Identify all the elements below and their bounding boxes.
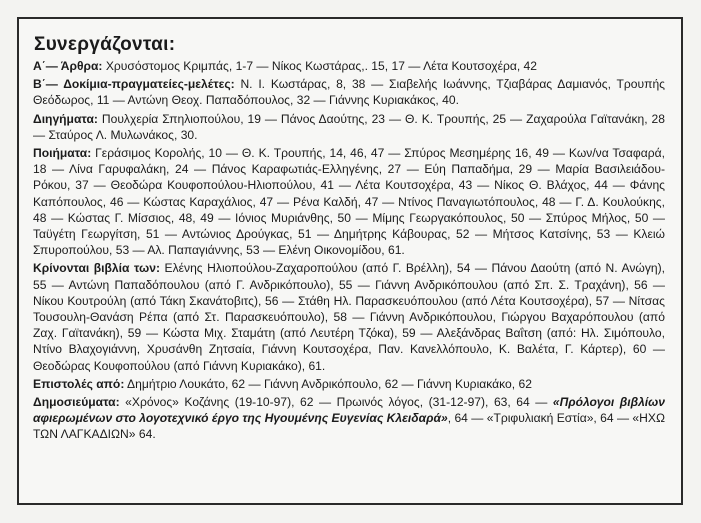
section-stories [33, 111, 665, 143]
section-text: Γεράσιμος Κορολής, 10 — Θ. Κ. Τρουπής, 14, 46, 47 — Σπύρος Μεσημέρης 16, 49 — Κων/να Τσαφαρά, 18 — Λίνα Γαρυφαλάκη, 24 — Πάνος Καραφωτιάς-Ελληγένης, 27 — Εύη Παπαδήμα, 29 — Μαρία Βασιλειάδου-Ρόκου, 37 — Θεοδώρα Κουφοπούλου-Ηλιοπούλου, 41 — Λέτα Κουτσοχέρα, 43 — Νίκος Θ. Βλάχος, 44 — Φάνης Καπόπουλος, 46 — Κώστας Καραχάλιος, 47 — Ρένα Καλδή, 47 — Ντίνος Παναγιωτόπουλος, 48 — Γ. Δ. Κουλούκης, 48 — Κώστας Γ. Μίσσιος, 48, 49 — Ιόνιος Μυριάνθης, 50 — Μίμης Γεωργακόπουλος, 50 — Σπύρος Μήλος, 50 — Ταϋγέτη Γεωργίτση, 51 — Αντώνιος Δρούγκας, 51 — Δημήτρης Κάβουρας, 52 — Μήτσος Κατσίνης, 53 — Κλειώ Σπυροπούλου, 53 — Αλ. Παπαγιάννης, 53 — Ελένη Οικονομίδου, 61. [33, 146, 665, 258]
contributors-list [33, 58, 665, 445]
section-text: Δημήτριο Λουκάτο, 62 — Γιάννη Ανδρικόπουλο, 62 — Γιάννη Κυριακάκο, 62 [124, 376, 532, 391]
section-heading: Δημοσιεύματα: [33, 395, 120, 410]
section-text: Πουλχερία Σπηλιοπούλου, 19 — Πάνος Δαούτης, 23 — Θ. Κ. Τρουπής, 25 — Ζαχαρούλα Γαϊτανάκη, 28 — Σταύρος Λ. Μυλωνάκος, 30. [33, 111, 665, 142]
emphasized-title: «Πρόλογοι βιβλίων αφιερωμένων στο λογοτεχνικό έργο της Ηγουμένης Ευγενίας Κλειδαρά» [33, 395, 665, 426]
section-publications [33, 394, 665, 443]
section-reviews [33, 260, 665, 373]
section-text: Ν. Ι. Κωστάρας, 8, 38 — Σιαβελής Ιωάννης, Τζιαβάρας Δαμιανός, Τρουπής Θεόδωρος, 11 — Αντώνη Θεοχ. Παπαδόπουλος, 32 — Γιάννης Κυριακάκος, 40. [33, 77, 665, 108]
section-heading: Ποιήματα: [33, 146, 92, 161]
section-text: , 64 — «Τριφυλιακή Εστία», 64 — «ΗΧΩ ΤΩΝ ΛΑΓΚΑΔΙΩΝ» 64. [33, 411, 665, 442]
section-text: Χρυσόστομος Κριμπάς, 1-7 — Νίκος Κωστάρας,. 15, 17 — Λέτα Κουτσοχέρα, 42 [102, 59, 538, 73]
contributors-title: Συνεργάζονται: [34, 34, 176, 55]
section-heading: Β΄— Δοκίμια-πραγματείες-μελέτες: [33, 77, 235, 92]
section-heading: Α΄— Άρθρα: [33, 59, 103, 73]
section-heading: Κρίνονται βιβλία των: [33, 261, 160, 276]
section-letters [33, 376, 665, 392]
section-text: «Χρόνος» Κοζάνης (19-10-97), 62 — Πρωινός λόγος, (31-12-97), 63, 64 — [119, 395, 553, 410]
section-heading: Επιστολές από: [33, 376, 125, 391]
section-text: Ελένης Ηλιοπούλου-Ζαχαροπούλου (από Γ. Βρέλλη), 54 — Πάνου Δαούτη (από Ν. Ανώγη), 55 — Αντώνη Παπαδόπουλου (από Γ. Ανδρικόπουλο), 55 — Γιάννη Ανδρικόπουλου (από Σπ. Σ. Τραχάνη), 56 — Νίκου Κουτρούλη (από Τάκη Σκανάτοβιτς), 56 — Στάθη Ηλ. Παρασκευόπουλου (από Λέτα Κουτσοχέρα), 57 — Νίτσας Τουσουλη-Θανάση Ρέπα (από Στ. Παρασκευόπουλο), 58 — Γιάννη Ανδρικόπουλου, Γιώργου Βαχαρόπουλου (από Ζαχ. Γαϊτανάκη), 59 — Κώστα Μιχ. Σταμάτη (από Λευτέρη Τζόκα), 59 — Αλεξάνδρας Βαΐτση (από: Ηλ. Σιμόπουλο, Ντίνο Βλαχογιάννη, Χρυσάνθη Ζητσαία, Γιάννη Κουτσοχέρα, Παν. Κανελλόπουλο, Κ. Βαλέτα, Γ. Κάρτερ), 60 — Θεοδώρας Κουφοπούλου (από Γιάννη Κυριακάκο), 61. [33, 261, 665, 373]
section-poems [33, 145, 665, 258]
section-heading: Διηγήματα: [33, 111, 98, 126]
section-essays [33, 76, 665, 108]
section-articles [33, 58, 665, 74]
